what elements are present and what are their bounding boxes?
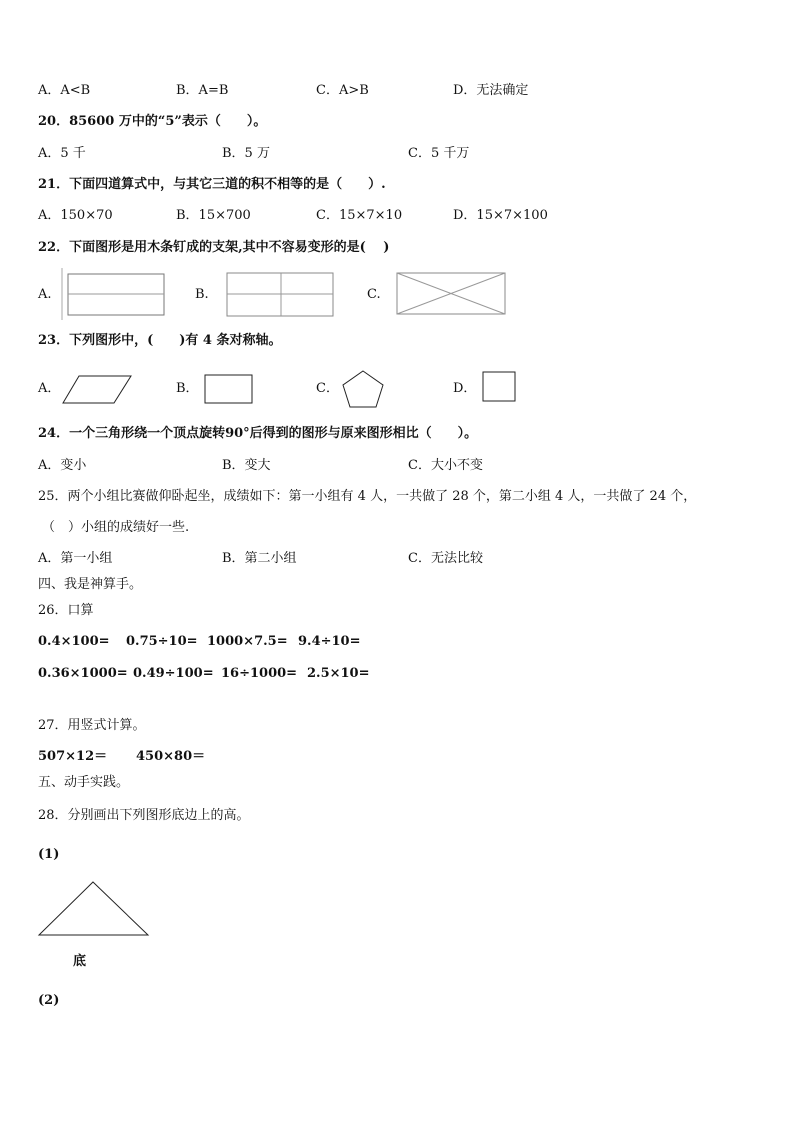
parallelogram-shape [62,374,132,406]
q19-option-a: A．A<B [38,83,91,98]
q19-option-b: B．A=B [176,83,229,98]
q28-stem: 28．分别画出下列图形底边上的高。 [38,808,250,823]
q26-row2-item1: 0.36×1000= [38,666,128,681]
q26-row2-item4: 2.5×10= [307,666,370,681]
square-shape [482,371,518,403]
q23-option-d: D． [453,381,477,396]
triangle-figure [38,880,150,938]
q25-stem-line2: （ ）小组的成绩好一些. [42,520,190,535]
q21-stem: 21．下面四道算式中，与其它三道的积不相等的是（ ）. [38,177,386,192]
q21-option-d: D．15×7×100 [453,208,548,223]
q20-stem: 20．85600 万中的“5”表示（ ）。 [38,114,267,129]
q19-option-c: C．A>B [316,83,369,98]
q26-stem: 26．口算 [38,603,94,618]
q25-option-a: A．第一小组 [38,551,113,566]
figure-a-frame [60,268,170,320]
q28-part1-label: (1) [38,847,60,862]
q20-option-b: B．5 万 [222,146,270,161]
q26-row1-item1: 0.4×100= [38,634,110,649]
q20-option-a: A．5 千 [38,146,86,161]
q27-stem: 27．用竖式计算。 [38,718,146,733]
q22-stem: 22．下面图形是用木条钉成的支架,其中不容易变形的是( ) [38,240,390,255]
q20-option-c: C．5 千万 [408,146,470,161]
base-label: 底 [73,954,87,969]
q25-stem-line1: 25．两个小组比赛做仰卧起坐，成绩如下：第一小组有 4 人，一共做了 28 个，第二小组 4 人，一共做了 24 个， [38,489,697,504]
q27-item2: 450×80＝ [136,749,206,764]
section-4-heading: 四、我是神算手。 [38,577,143,592]
q23-option-c: C． [316,381,339,396]
q26-row2-item2: 0.49÷100= [133,666,214,681]
q21-option-a: A．150×70 [38,208,113,223]
figure-c-frame [396,272,508,316]
section-5-heading: 五、动手实践。 [38,775,130,790]
q22-option-a: A. [38,287,52,302]
figure-b-frame [226,272,336,318]
q23-stem: 23．下列图形中，( )有 4 条对称轴。 [38,333,282,348]
q23-option-a: A． [38,381,61,396]
q27-item1: 507×12＝ [38,749,108,764]
q24-option-c: C．大小不变 [408,458,483,473]
q26-row1-item4: 9.4÷10= [298,634,361,649]
rectangle-shape [204,374,254,406]
q21-option-b: B．15×700 [176,208,251,223]
q25-option-b: B．第二小组 [222,551,297,566]
q25-option-c: C．无法比较 [408,551,483,566]
q28-part2-label: (2) [38,993,60,1008]
q26-row1-item2: 0.75÷10= [126,634,198,649]
q21-option-c: C．15×7×10 [316,208,403,223]
q22-option-b: B. [195,287,209,302]
q22-option-c: C. [367,287,381,302]
q24-stem: 24．一个三角形绕一个顶点旋转90°后得到的图形与原来图形相比（ ）。 [38,426,478,441]
q23-option-b: B． [176,381,199,396]
q19-option-d: D．无法确定 [453,83,529,98]
pentagon-shape [342,370,386,410]
q26-row2-item3: 16÷1000= [221,666,298,681]
q24-option-a: A．变小 [38,458,87,473]
q26-row1-item3: 1000×7.5= [207,634,288,649]
q24-option-b: B．变大 [222,458,271,473]
